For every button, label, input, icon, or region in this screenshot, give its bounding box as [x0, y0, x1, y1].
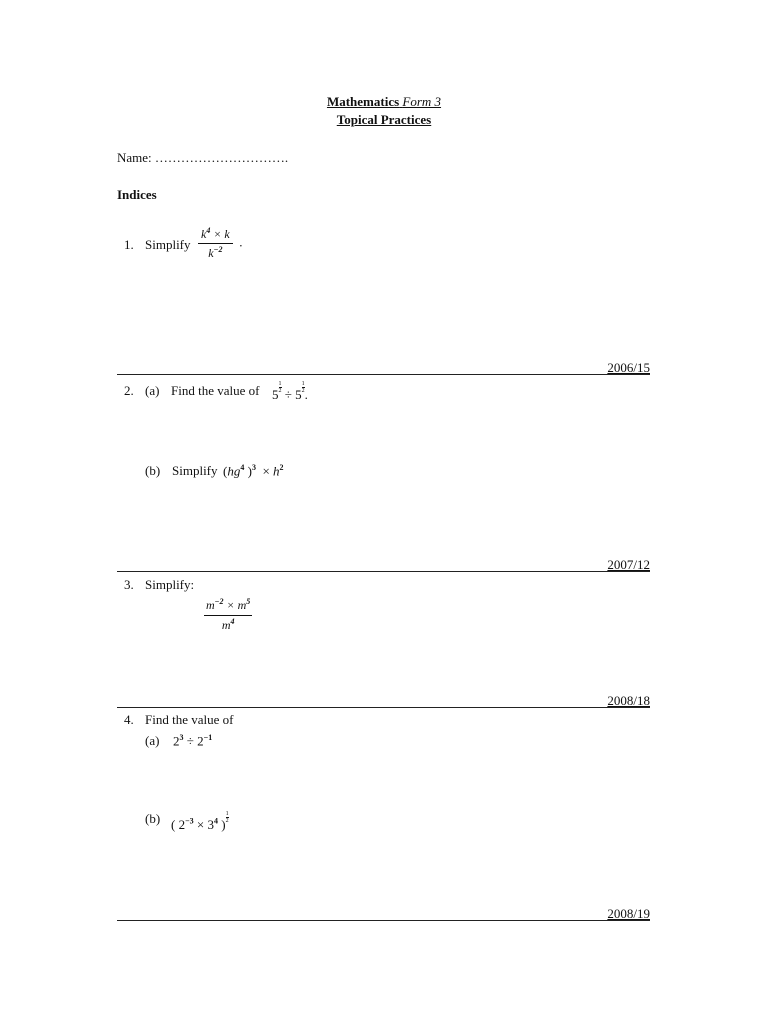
q2-divider [117, 571, 650, 572]
q2a-expression: 5 $\frac{1}{2}$ ÷ 5 $\frac{1}{2}$ . [272, 381, 308, 402]
page-title [0, 94, 768, 110]
q4-year: 2008/19 [607, 906, 650, 921]
q2-number: 2. [124, 383, 134, 398]
q3-number: 3. [124, 577, 134, 592]
q2-year: 2007/12 [607, 557, 650, 572]
q3-divider [117, 707, 650, 708]
q4a-expression: $2^3 \div 2^{-1}$ [173, 733, 213, 749]
page-subtitle: Topical Practices [336, 112, 432, 127]
q4a-label: (a) [145, 733, 160, 748]
q1-divider [117, 374, 650, 375]
q2b-label: (b) [145, 463, 161, 478]
q2a-label: (a) [145, 383, 160, 398]
q4-number: 4. [124, 712, 134, 727]
q2b-text: Simplify [172, 463, 218, 478]
q4b-label: (b) [145, 811, 161, 826]
q2a-text: Find the value of [171, 383, 260, 398]
section-heading: Indices [117, 187, 157, 202]
q4b-expression: ( $2^{-3} \times 3^4$ ) $\frac{1}{2}$ [171, 811, 229, 832]
q1-expression: $\frac{k^4 \times k}{k^{-2}}$ . [198, 226, 243, 261]
q1-text: Simplify [145, 237, 191, 252]
q3-expression: $\frac{m^{-2} \times m^5}{m^4}$ [206, 597, 251, 632]
q4-divider [117, 920, 650, 921]
q1-number: 1. [124, 237, 134, 252]
q2b-expression: ($hg^4$ )$^3 \times h^2$ [223, 463, 284, 479]
form-label: Form 3 [402, 94, 442, 109]
q3-text: Simplify: [145, 577, 195, 592]
q1-year: 2006/15 [607, 360, 650, 375]
subject-label: Mathematics [326, 94, 400, 109]
q4-text: Find the value of [145, 712, 234, 727]
q3-year: 2008/18 [607, 693, 650, 708]
name-field: Name: …………………………. [117, 150, 289, 165]
